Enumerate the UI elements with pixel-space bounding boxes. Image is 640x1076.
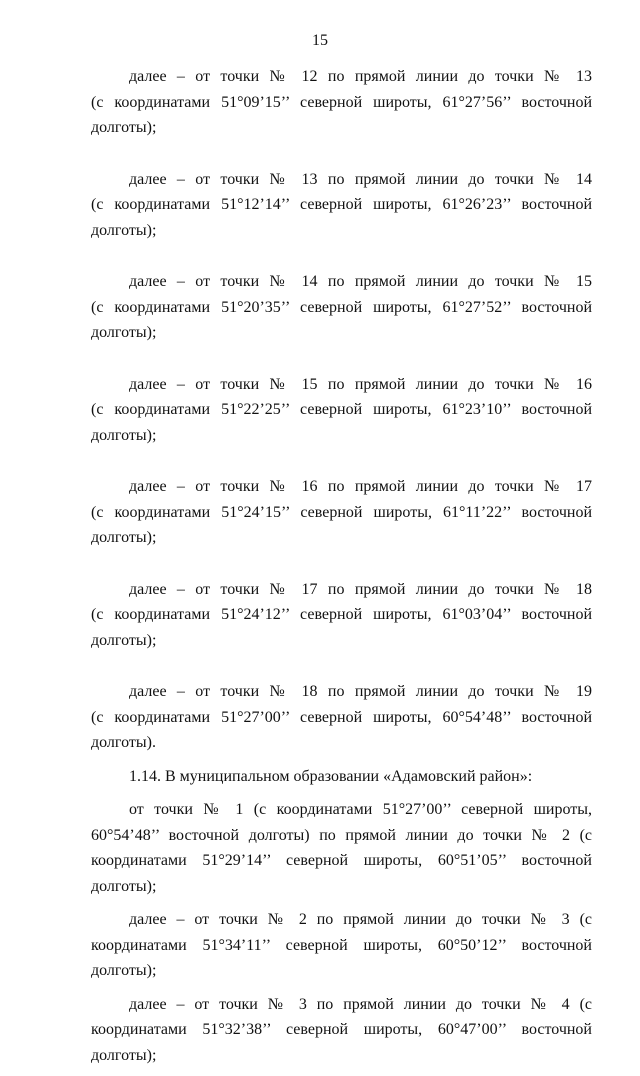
boundary-segment	[91, 372, 592, 449]
page-number: 15	[312, 32, 328, 49]
segment-line: (с координатами 51°12’14’’ северной широты, 61°26’23’’ восточной	[91, 196, 592, 213]
segment-line: долготы);	[91, 631, 157, 649]
segment-line: (с координатами 51°27’00’’ северной широты, 60°54’48’’ восточной	[91, 708, 592, 726]
segment-line: долготы).	[91, 734, 156, 751]
boundary-segment	[91, 269, 592, 346]
segment-line: долготы);	[91, 426, 157, 444]
segment-line: (с координатами 51°20’35’’ северной широты, 61°27’52’’ восточной	[91, 298, 592, 316]
body-paragraph: от точки № 1 (с координатами 51°27’00’’ северной широты, 60°54’48’’ восточной долготы) по прямой линии до точки № 2 (с координатами 51°29’14’’ северной широты, 60°51’05’’ восточной долготы);	[91, 801, 592, 895]
segment-line: далее – от точки № 15 по прямой линии до точки № 16	[129, 375, 592, 393]
segment-line: долготы);	[91, 119, 157, 136]
segment-line: далее – от точки № 16 по прямой линии до точки № 17	[129, 478, 592, 495]
segment-line: (с координатами 51°24’12’’ северной широты, 61°03’04’’ восточной	[91, 606, 592, 623]
boundary-segment	[91, 64, 592, 141]
segment-line: далее – от точки № 13 по прямой линии до точки № 14	[129, 170, 592, 188]
segment-line: далее – от точки № 17 по прямой линии до точки № 18	[129, 580, 592, 598]
segment-line: далее – от точки № 14 по прямой линии до точки № 15	[129, 273, 592, 290]
segment-line: долготы);	[91, 221, 157, 239]
body-paragraph: далее – от точки № 2 по прямой линии до точки № 3 (с координатами 51°34’11’’ северной широты, 60°50’12’’ восточной долготы);	[91, 911, 592, 979]
segment-line: далее – от точки № 12 по прямой линии до точки № 13	[129, 68, 592, 85]
boundary-segment	[91, 577, 592, 654]
boundary-segment	[91, 474, 592, 551]
boundary-segment	[91, 679, 592, 756]
document-body	[91, 64, 592, 1076]
segment-line: (с координатами 51°24’15’’ северной широты, 61°11’22’’ восточной	[91, 503, 592, 521]
boundary-segment	[91, 167, 592, 244]
section-heading: 1.14. В муниципальном образовании «Адамовский район»:	[129, 767, 533, 785]
segment-line: долготы);	[91, 529, 157, 546]
segment-line: долготы);	[91, 324, 157, 341]
body-paragraph: далее – от точки № 3 по прямой линии до точки № 4 (с координатами 51°32’38’’ северной широты, 60°47’00’’ восточной долготы);	[91, 995, 592, 1064]
segment-line: далее – от точки № 18 по прямой линии до точки № 19	[129, 683, 592, 700]
segment-line: (с координатами 51°09’15’’ северной широты, 61°27’56’’ восточной	[91, 93, 592, 111]
segment-line: (с координатами 51°22’25’’ северной широты, 61°23’10’’ восточной	[91, 401, 592, 418]
